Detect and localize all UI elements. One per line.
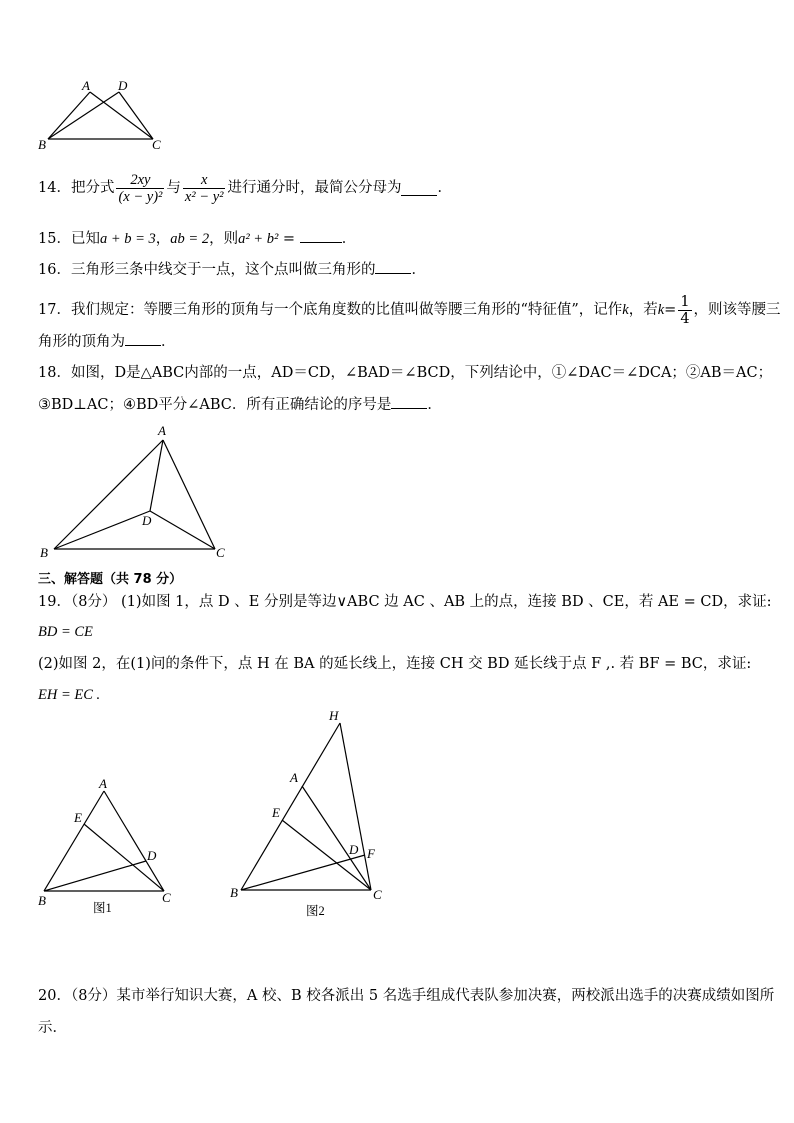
q14-end: ．	[437, 180, 452, 196]
segment-bh	[241, 723, 340, 890]
q15-end: ．	[341, 231, 357, 247]
q13-label-d: D	[118, 78, 128, 93]
q16-end: ．	[411, 262, 426, 278]
q15-expr1: a + b = 3	[99, 231, 156, 247]
q17-end: ．	[161, 334, 176, 350]
q15-expr3: a² + b²	[238, 231, 279, 247]
q16-text: 16．三角形三条中线交于一点，这个点叫做三角形的	[38, 262, 376, 278]
q17-frac-numerator: 1	[680, 293, 690, 310]
q17-line1a: 17．我们规定：等腰三角形的顶角与一个底角度数的比值叫做等腰三角形的“特征值”，记作	[38, 302, 623, 318]
q19-fig1-label-b: B	[38, 893, 46, 908]
q18-end: ．	[427, 397, 442, 413]
q19-fig1-label-e: E	[74, 810, 82, 825]
question-19-line1: 19．（8分） (1)如图 1，点 D 、E 分别是等边∨ABC 边 AC 、AB 上的点，连接 BD 、CE，若 AE = CD，求证:	[38, 594, 772, 610]
q19-fig2-label-b: B	[230, 885, 238, 900]
q17-eq: =	[664, 302, 677, 318]
q13-label-c: C	[152, 137, 161, 152]
q19-fig1-label-d: D	[147, 848, 157, 863]
segment-ac	[302, 786, 371, 890]
question-20-line1: 20．（8分）某市举行知识大赛，A 校、B 校各派出 5 名选手组成代表队参加决赛，两校派出选手的决赛成绩如图所	[38, 988, 775, 1004]
q13-label-b: B	[38, 137, 46, 152]
question-19-line3: (2)如图 2，在(1)问的条件下，点 H 在 BA 的延长线上，连接 CH 交 BD 延长线于点 F ,. 若 BF = BC，求证:	[38, 656, 752, 672]
q18-label-a: A	[158, 423, 166, 438]
q19-figure-2	[0, 0, 400, 900]
q19-fig2-label-f: F	[367, 846, 375, 861]
q15-lead: 15．已知	[38, 231, 100, 247]
q19-fig1-label-c: C	[162, 890, 171, 905]
q15-mid: ，则	[209, 231, 239, 247]
q14-lead: 14．把分式	[38, 180, 115, 196]
q13-label-a: A	[82, 78, 90, 93]
q19-fig2-label-a: A	[290, 770, 298, 785]
question-20-line2: 示．	[38, 1020, 67, 1036]
q19-fig2-label-d: D	[349, 842, 359, 857]
q14-mid: 与	[166, 180, 181, 196]
q19-fig2-label-c: C	[373, 887, 382, 902]
q18-label-c: C	[216, 545, 225, 560]
q17-line1b: ，若	[628, 302, 658, 318]
q17-frac-denominator: 4	[680, 310, 690, 327]
q19-fig1-label-a: A	[99, 776, 107, 791]
q18-label-b: B	[40, 545, 48, 560]
q19-fig2-label-h: H	[329, 708, 339, 723]
q19-fig2-label-e: E	[272, 805, 280, 820]
q17-fraction	[678, 294, 691, 327]
q17-line1c: ，则该等腰三	[693, 302, 781, 318]
segment-hc	[340, 723, 371, 890]
q17-k: k	[622, 302, 629, 318]
q14-answer-blank[interactable]	[401, 181, 437, 196]
question-19-line2: BD = CE	[38, 624, 93, 640]
q17-line2: 角形的顶角为	[38, 334, 125, 350]
q14-f1-numerator: 2xy	[116, 172, 164, 189]
q15-eq: =	[278, 231, 300, 247]
question-19-line4: EH = EC .	[38, 687, 101, 703]
q14-tail: 进行通分时，最简公分母为	[227, 180, 402, 196]
q18-label-d: D	[142, 513, 152, 528]
q14-f1-denominator: (x − y)²	[118, 188, 163, 205]
q17-k2: k	[657, 302, 665, 318]
q19-fig1-caption: 图1	[93, 901, 112, 915]
q14-f2-denominator: x² − y²	[184, 188, 224, 205]
q19-fig2-caption: 图2	[306, 904, 325, 918]
q14-f2-numerator: x	[183, 172, 226, 189]
q18-line1: 18．如图，D是△ABC内部的一点，AD＝CD，∠BAD＝∠BCD，下列结论中，①∠DAC＝∠DCA；②AB＝AC；	[38, 365, 773, 381]
q15-sep: ，	[155, 231, 171, 247]
segment-bf	[241, 855, 365, 890]
section-3-heading: 三、解答题（共 78 分）	[38, 572, 183, 587]
q15-expr2: ab = 2	[170, 231, 210, 247]
q18-line2: ③BD⊥AC；④BD平分∠ABC．所有正确结论的序号是	[38, 397, 392, 413]
